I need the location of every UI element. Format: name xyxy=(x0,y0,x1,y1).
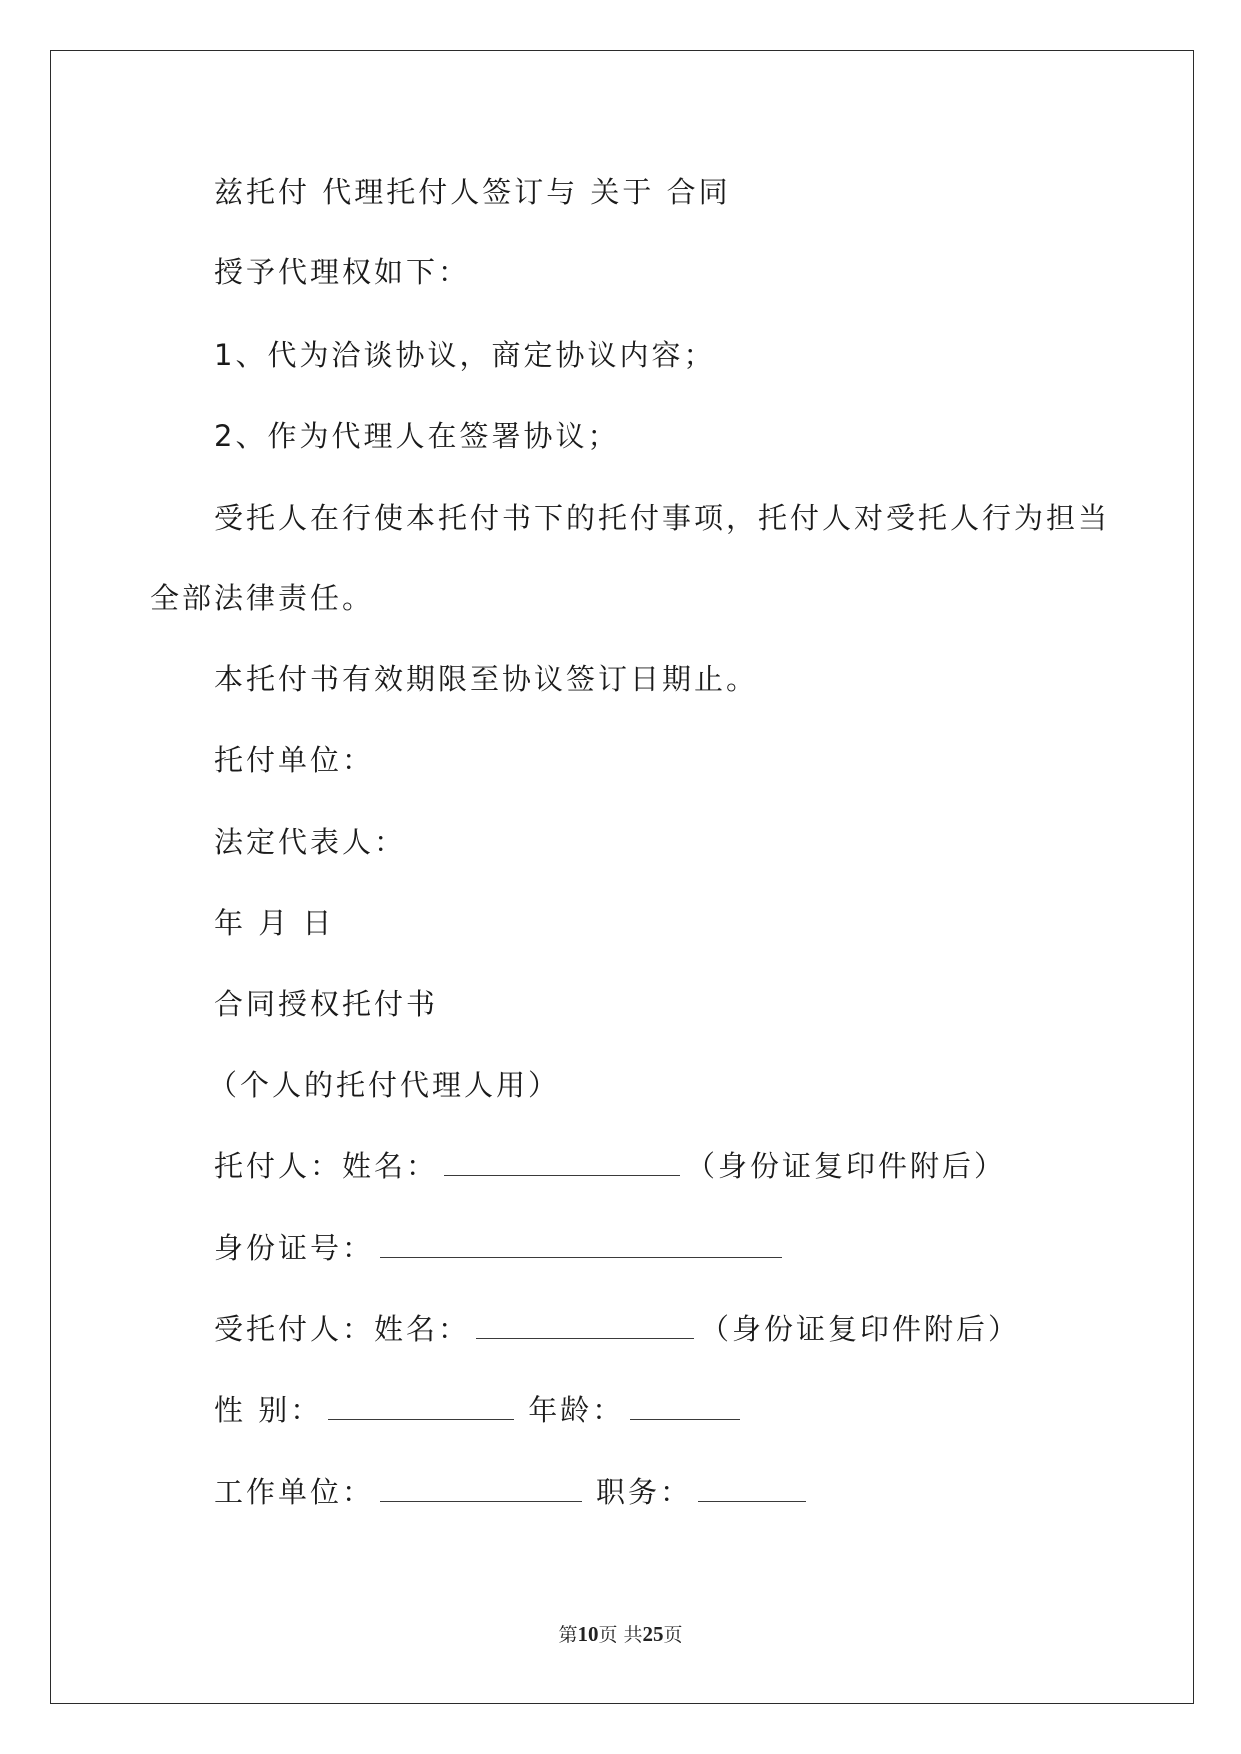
gender-blank[interactable] xyxy=(328,1393,514,1420)
work-unit-blank[interactable] xyxy=(380,1475,582,1502)
agent-note: （身份证复印件附后） xyxy=(700,1312,1021,1346)
doc-line-6: 全部法律责任。 xyxy=(150,581,375,615)
age-label: 年龄： xyxy=(528,1393,625,1427)
principal-row xyxy=(214,1146,1006,1186)
doc-line-9: 法定代表人： xyxy=(214,825,407,859)
footer-suffix: 页 xyxy=(663,1624,683,1646)
doc-line-12: （个人的托付代理人用） xyxy=(208,1068,561,1102)
footer-middle: 页 共 xyxy=(598,1624,643,1646)
doc-line-11: 合同授权托付书 xyxy=(214,987,439,1021)
doc-line-1: 兹托付 代理托付人签订与 关于 合同 xyxy=(214,175,731,209)
id-row xyxy=(214,1228,788,1268)
doc-line-7: 本托付书有效期限至协议签订日期止。 xyxy=(214,662,759,696)
gender-label: 性 别： xyxy=(214,1393,323,1427)
principal-note: （身份证复印件附后） xyxy=(686,1149,1007,1183)
id-number-blank[interactable] xyxy=(380,1231,782,1258)
id-label: 身份证号： xyxy=(214,1231,375,1265)
footer-prefix: 第 xyxy=(558,1624,578,1646)
page-footer xyxy=(0,1620,1241,1649)
doc-line-2: 授予代理权如下： xyxy=(214,255,471,289)
position-label: 职务： xyxy=(596,1475,693,1509)
doc-line-4: 2、作为代理人在签署协议； xyxy=(214,419,620,453)
agent-name-blank[interactable] xyxy=(476,1312,694,1339)
position-blank[interactable] xyxy=(698,1475,806,1502)
doc-line-10: 年 月 日 xyxy=(214,906,335,940)
agent-row xyxy=(214,1309,1020,1349)
gender-age-row xyxy=(214,1390,746,1430)
principal-name-blank[interactable] xyxy=(444,1149,680,1176)
work-unit-label: 工作单位： xyxy=(214,1475,375,1509)
doc-line-3: 1、代为洽谈协议，商定协议内容； xyxy=(214,338,716,372)
doc-line-5: 受托人在行使本托付书下的托付事项，托付人对受托人行为担当 xyxy=(214,501,1111,535)
principal-label: 托付人：姓名： xyxy=(214,1149,439,1183)
footer-total-pages: 25 xyxy=(642,1622,664,1646)
page-frame xyxy=(50,50,1194,1704)
footer-page-number: 10 xyxy=(577,1622,599,1646)
agent-label: 受托付人：姓名： xyxy=(214,1312,471,1346)
work-row xyxy=(214,1472,812,1512)
doc-line-8: 托付单位： xyxy=(214,743,375,777)
age-blank[interactable] xyxy=(630,1393,740,1420)
